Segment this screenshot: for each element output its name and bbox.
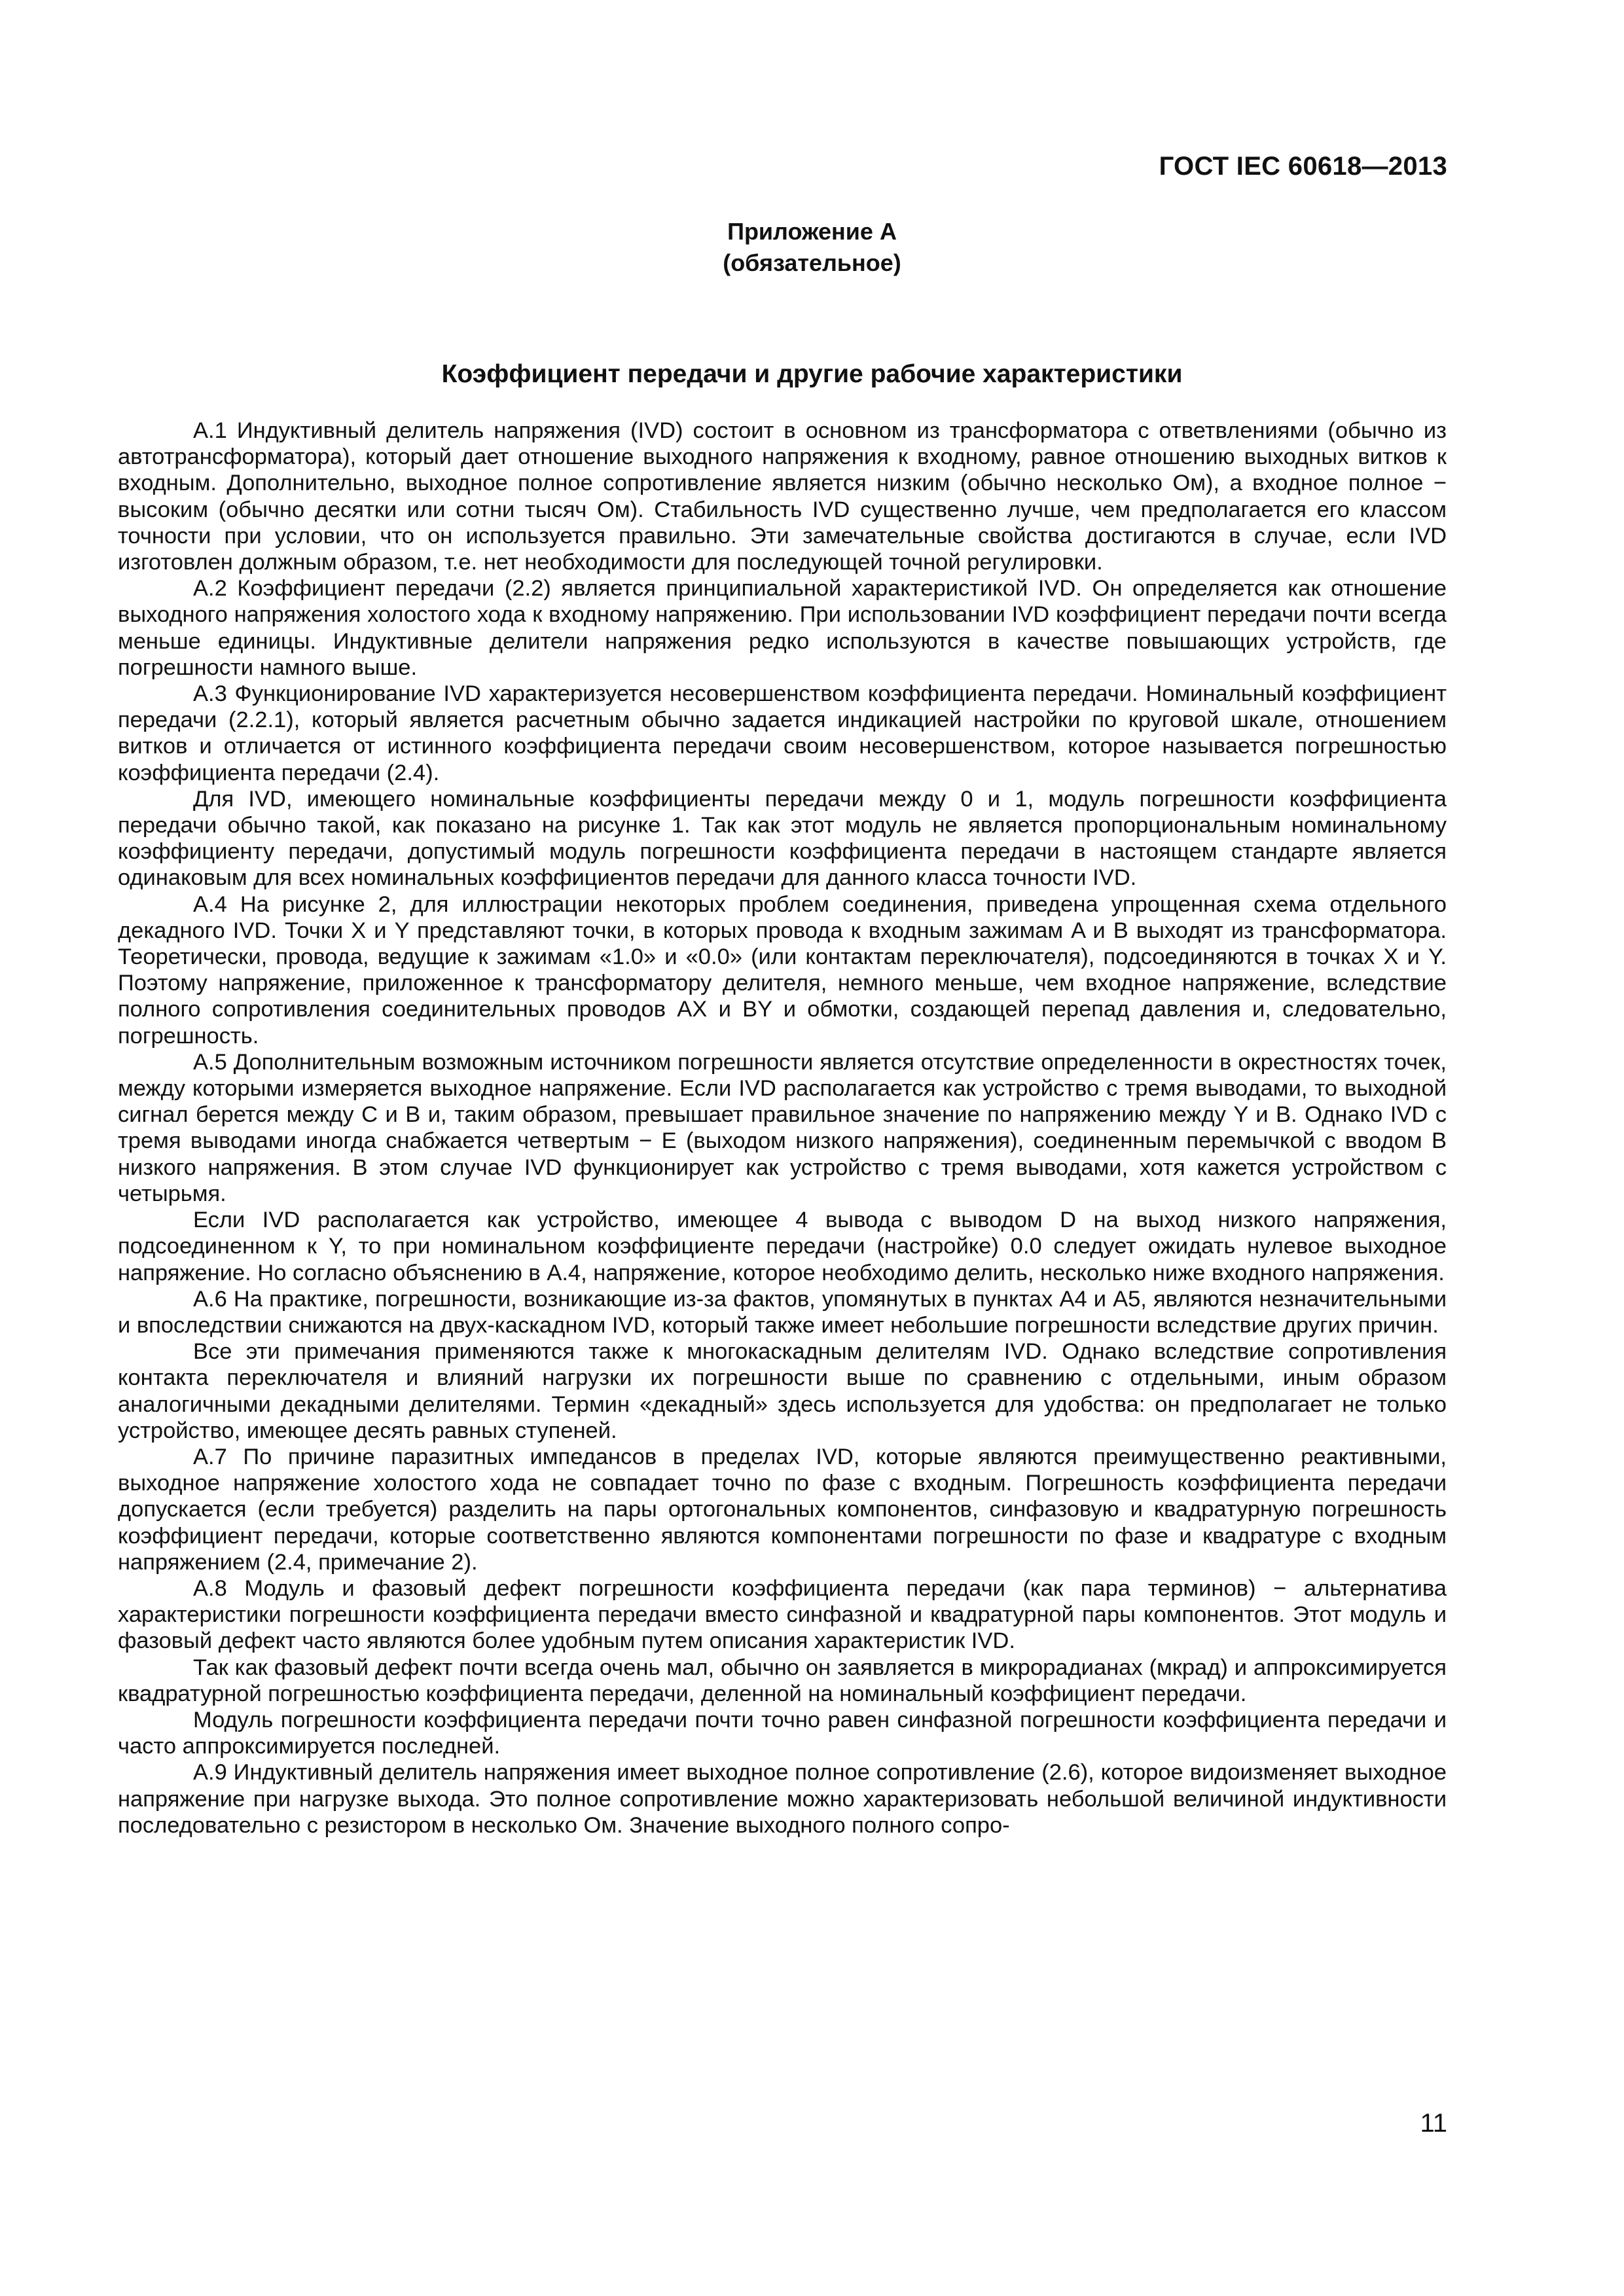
paragraph-a2: А.2 Коэффициент передачи (2.2) является принципиальной характеристикой IVD. Он определяется как отношение выходного напряжения холостого хода к входному напряжению. При использовании IVD коэффициент передачи почти всегда меньше единицы. Индуктивные делители напряжения редко используются в качестве повышающих устройств, где погрешности намного выше. — [118, 576, 1447, 680]
annex-status: (обязательное) — [723, 249, 901, 276]
section-title: Коэффициент передачи и другие рабочие характеристики — [441, 360, 1183, 388]
paragraph-a5-cont: Если IVD располагается как устройство, имеющее 4 вывода с выводом D на выход низкого напряжения, подсоединенном к Y, то при номинальном коэффициенте передачи (настройке) 0.0 следует ожидать нулевое выходное напряжение. Но согласно объяснению в А.4, напряжение, которое необходимо делить, несколько ниже входного напряжения. — [118, 1208, 1447, 1285]
annex-heading — [0, 216, 1624, 279]
paragraph-a6: А.6 На практике, погрешности, возникающие из-за фактов, упомянутых в пунктах А4 и А5, являются незначительными и впоследствии снижаются на двух-каскадном IVD, который также имеет небольшие погрешности вследствие других причин. — [118, 1286, 1447, 1338]
paragraph-a8-cont-2: Модуль погрешности коэффициента передачи почти точно равен синфазной погрешности коэффициента передачи и часто аппроксимируется последней. — [118, 1707, 1447, 1759]
body-text — [118, 418, 1447, 1839]
paragraph-a9: А.9 Индуктивный делитель напряжения имеет выходное полное сопротивление (2.6), которое видоизменяет выходное напряжение при нагрузке выхода. Это полное сопротивление можно характеризовать небольшой величиной индуктивности последовательно с резистором в несколько Ом. Значение выходного полного сопро- — [118, 1760, 1447, 1838]
paragraph-a4: А.4 На рисунке 2, для иллюстрации некоторых проблем соединения, приведена упрощенная схема отдельного декадного IVD. Точки X и Y представляют точки, в которых провода к входным зажимам A и B выходят из трансформатора. Теоретически, провода, ведущие к зажимам «1.0» и «0.0» (или контактам переключателя), подсоединяются в точках X и Y. Поэтому напряжение, приложенное к трансформатору делителя, немного меньше, чем входное напряжение, вследствие полного сопротивления соединительных проводов AX и BY и обмотки, создающей перепад давления и, следовательно, погрешность. — [118, 891, 1447, 1049]
paragraph-a1: А.1 Индуктивный делитель напряжения (IVD) состоит в основном из трансформатора с ответвлениями (обычно из автотрансформатора), который дает отношение выходного напряжения к входному, равное отношению выходных витков к входным. Дополнительно, выходное полное сопротивление является низким (обычно несколько Ом), а входное полное − высоким (обычно десятки или сотни тысяч Ом). Стабильность IVD существенно лучше, чем предполагается его классом точности при условии, что он используется правильно. Эти замечательные свойства достигаются в случае, если IVD изготовлен должным образом, т.е. нет необходимости для последующей точной регулировки. — [118, 418, 1447, 575]
annex-label: Приложение А — [727, 218, 897, 245]
paragraph-a6-cont: Все эти примечания применяются также к многокаскадным делителям IVD. Однако вследствие сопротивления контакта переключателя и влияний нагрузки их погрешности выше по сравнению с отдельными, иным образом аналогичными декадными делителями. Термин «декадный» здесь используется для удобства: он предполагает не только устройство, имеющее десять равных ступеней. — [118, 1339, 1447, 1443]
standard-header: ГОСТ IEC 60618—2013 — [1159, 152, 1447, 181]
paragraph-a8-cont-1: Так как фазовый дефект почти всегда очень мал, обычно он заявляется в микрорадианах (мкрад) и аппроксимируется квадратурной погрешностью коэффициента передачи, деленной на номинальный коэффициент передачи. — [118, 1655, 1447, 1706]
paragraph-a7: А.7 По причине паразитных импедансов в пределах IVD, которые являются преимущественно реактивными, выходное напряжение холостого хода не совпадает точно по фазе с входным. Погрешность коэффициента передачи допускается (если требуется) разделить на пары ортогональных компонентов, синфазовую и квадратурную погрешность коэффициент передачи, которые соответственно являются компонентами погрешности по фазе и квадратуре с входным напряжением (2.4, примечание 2). — [118, 1444, 1447, 1575]
paragraph-a5: А.5 Дополнительным возможным источником погрешности является отсутствие определенности в окрестностях точек, между которыми измеряется выходное напряжение. Если IVD располагается как устройство с тремя выводами, то выходной сигнал берется между C и B и, таким образом, превышает правильное значение по напряжению между Y и B. Однако IVD с тремя выводами иногда снабжается четвертым − E (выходом низкого напряжения), соединенным перемычкой с вводом B низкого напряжения. В этом случае IVD функционирует как устройство с тремя выводами, хотя кажется устройством с четырьмя. — [118, 1049, 1447, 1206]
page-number: 11 — [1420, 2109, 1447, 2138]
paragraph-a3-cont: Для IVD, имеющего номинальные коэффициенты передачи между 0 и 1, модуль погрешности коэффициента передачи обычно такой, как показано на рисунке 1. Так как этот модуль не является пропорциональным номинальному коэффициенту передачи, допустимый модуль погрешности коэффициента передачи в настоящем стандарте является одинаковым для всех номинальных коэффициентов передачи для данного класса точности IVD. — [118, 786, 1447, 891]
paragraph-a3: А.3 Функционирование IVD характеризуется несовершенством коэффициента передачи. Номинальный коэффициент передачи (2.2.1), который является расчетным обычно задается индикацией настройки по круговой шкале, отношением витков и отличается от истинного коэффициента передачи своим несовершенством, которое называется погрешностью коэффициента передачи (2.4). — [118, 681, 1447, 785]
paragraph-a8: А.8 Модуль и фазовый дефект погрешности коэффициента передачи (как пара терминов) − альтернатива характеристики погрешности коэффициента передачи вместо синфазной и квадратурной пары компонентов. Этот модуль и фазовый дефект часто являются более удобным путем описания характеристик IVD. — [118, 1575, 1447, 1654]
